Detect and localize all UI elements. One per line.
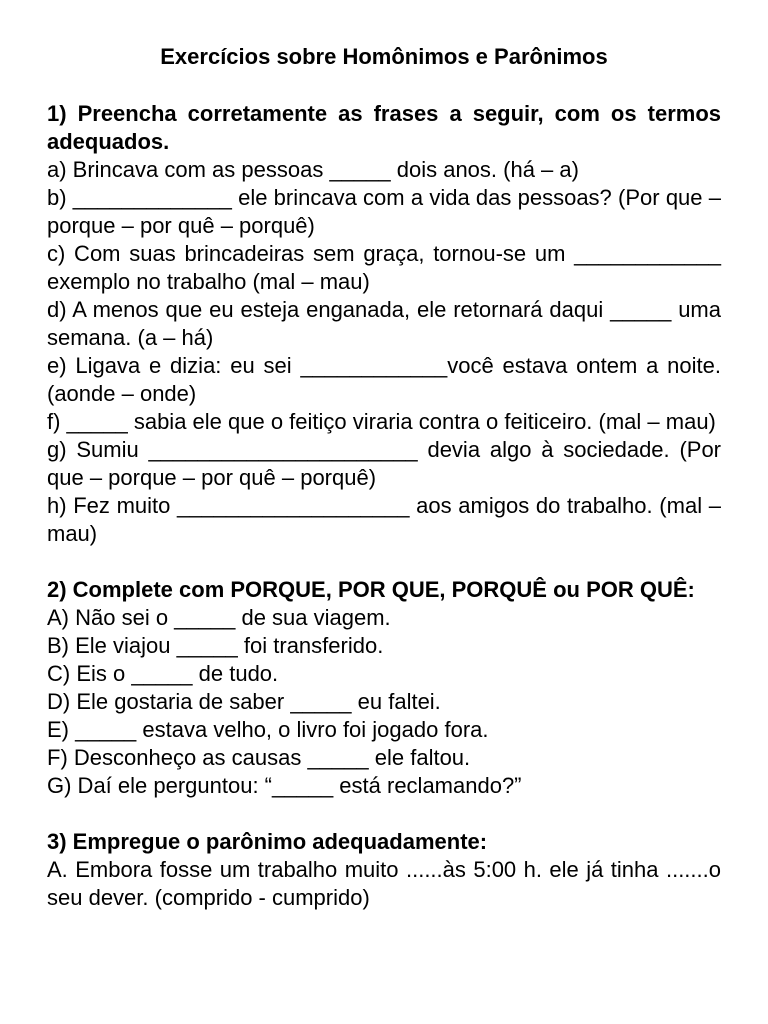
question-1-item-f: f) _____ sabia ele que o feitiço viraria contra o feiticeiro. (mal – mau) xyxy=(47,409,716,434)
question-1-item-e: e) Ligava e dizia: eu sei ____________você estava ontem a noite. (aonde – onde) xyxy=(47,353,721,406)
question-2-item-f: F) Desconheço as causas _____ ele faltou. xyxy=(47,745,471,770)
question-3-heading: 3) Empregue o parônimo adequadamente: xyxy=(47,829,488,854)
question-2-item-g: G) Daí ele perguntou: “_____ está reclamando?” xyxy=(47,773,522,798)
question-2-item-d: D) Ele gostaria de saber _____ eu faltei. xyxy=(47,689,441,714)
question-2-item-a: A) Não sei o _____ de sua viagem. xyxy=(47,605,391,630)
question-1-heading: 1) Preencha corretamente as frases a seguir, com os termos adequados. xyxy=(47,101,721,154)
question-2-item-e: E) _____ estava velho, o livro foi jogado fora. xyxy=(47,717,489,742)
question-1-item-a: a) Brincava com as pessoas _____ dois anos. (há – a) xyxy=(47,157,579,182)
question-2-item-c: C) Eis o _____ de tudo. xyxy=(47,661,279,686)
question-1 xyxy=(47,100,721,548)
question-1-item-b: b) _____________ ele brincava com a vida das pessoas? (Por que – porque – por quê – porquê) xyxy=(47,185,721,238)
page-title: Exercícios sobre Homônimos e Parônimos xyxy=(160,44,608,69)
question-1-item-d: d) A menos que eu esteja enganada, ele retornará daqui _____ uma semana. (a – há) xyxy=(47,297,721,350)
question-2-heading: 2) Complete com PORQUE, POR QUE, PORQUÊ ou POR QUÊ: xyxy=(47,577,695,602)
question-1-item-g: g) Sumiu ______________________ devia algo à sociedade. (Por que – porque – por quê – porquê) xyxy=(47,437,721,490)
question-1-item-h: h) Fez muito ___________________ aos amigos do trabalho. (mal – mau) xyxy=(47,493,721,546)
question-2-item-b: B) Ele viajou _____ foi transferido. xyxy=(47,633,384,658)
question-3 xyxy=(47,828,721,912)
question-1-item-c: c) Com suas brincadeiras sem graça, tornou-se um ____________ exemplo no trabalho (mal – mau) xyxy=(47,241,721,294)
question-3-item-a: A. Embora fosse um trabalho muito ......às 5:00 h. ele já tinha .......o seu dever. (comprido - cumprido) xyxy=(47,857,721,910)
question-2 xyxy=(47,576,721,800)
